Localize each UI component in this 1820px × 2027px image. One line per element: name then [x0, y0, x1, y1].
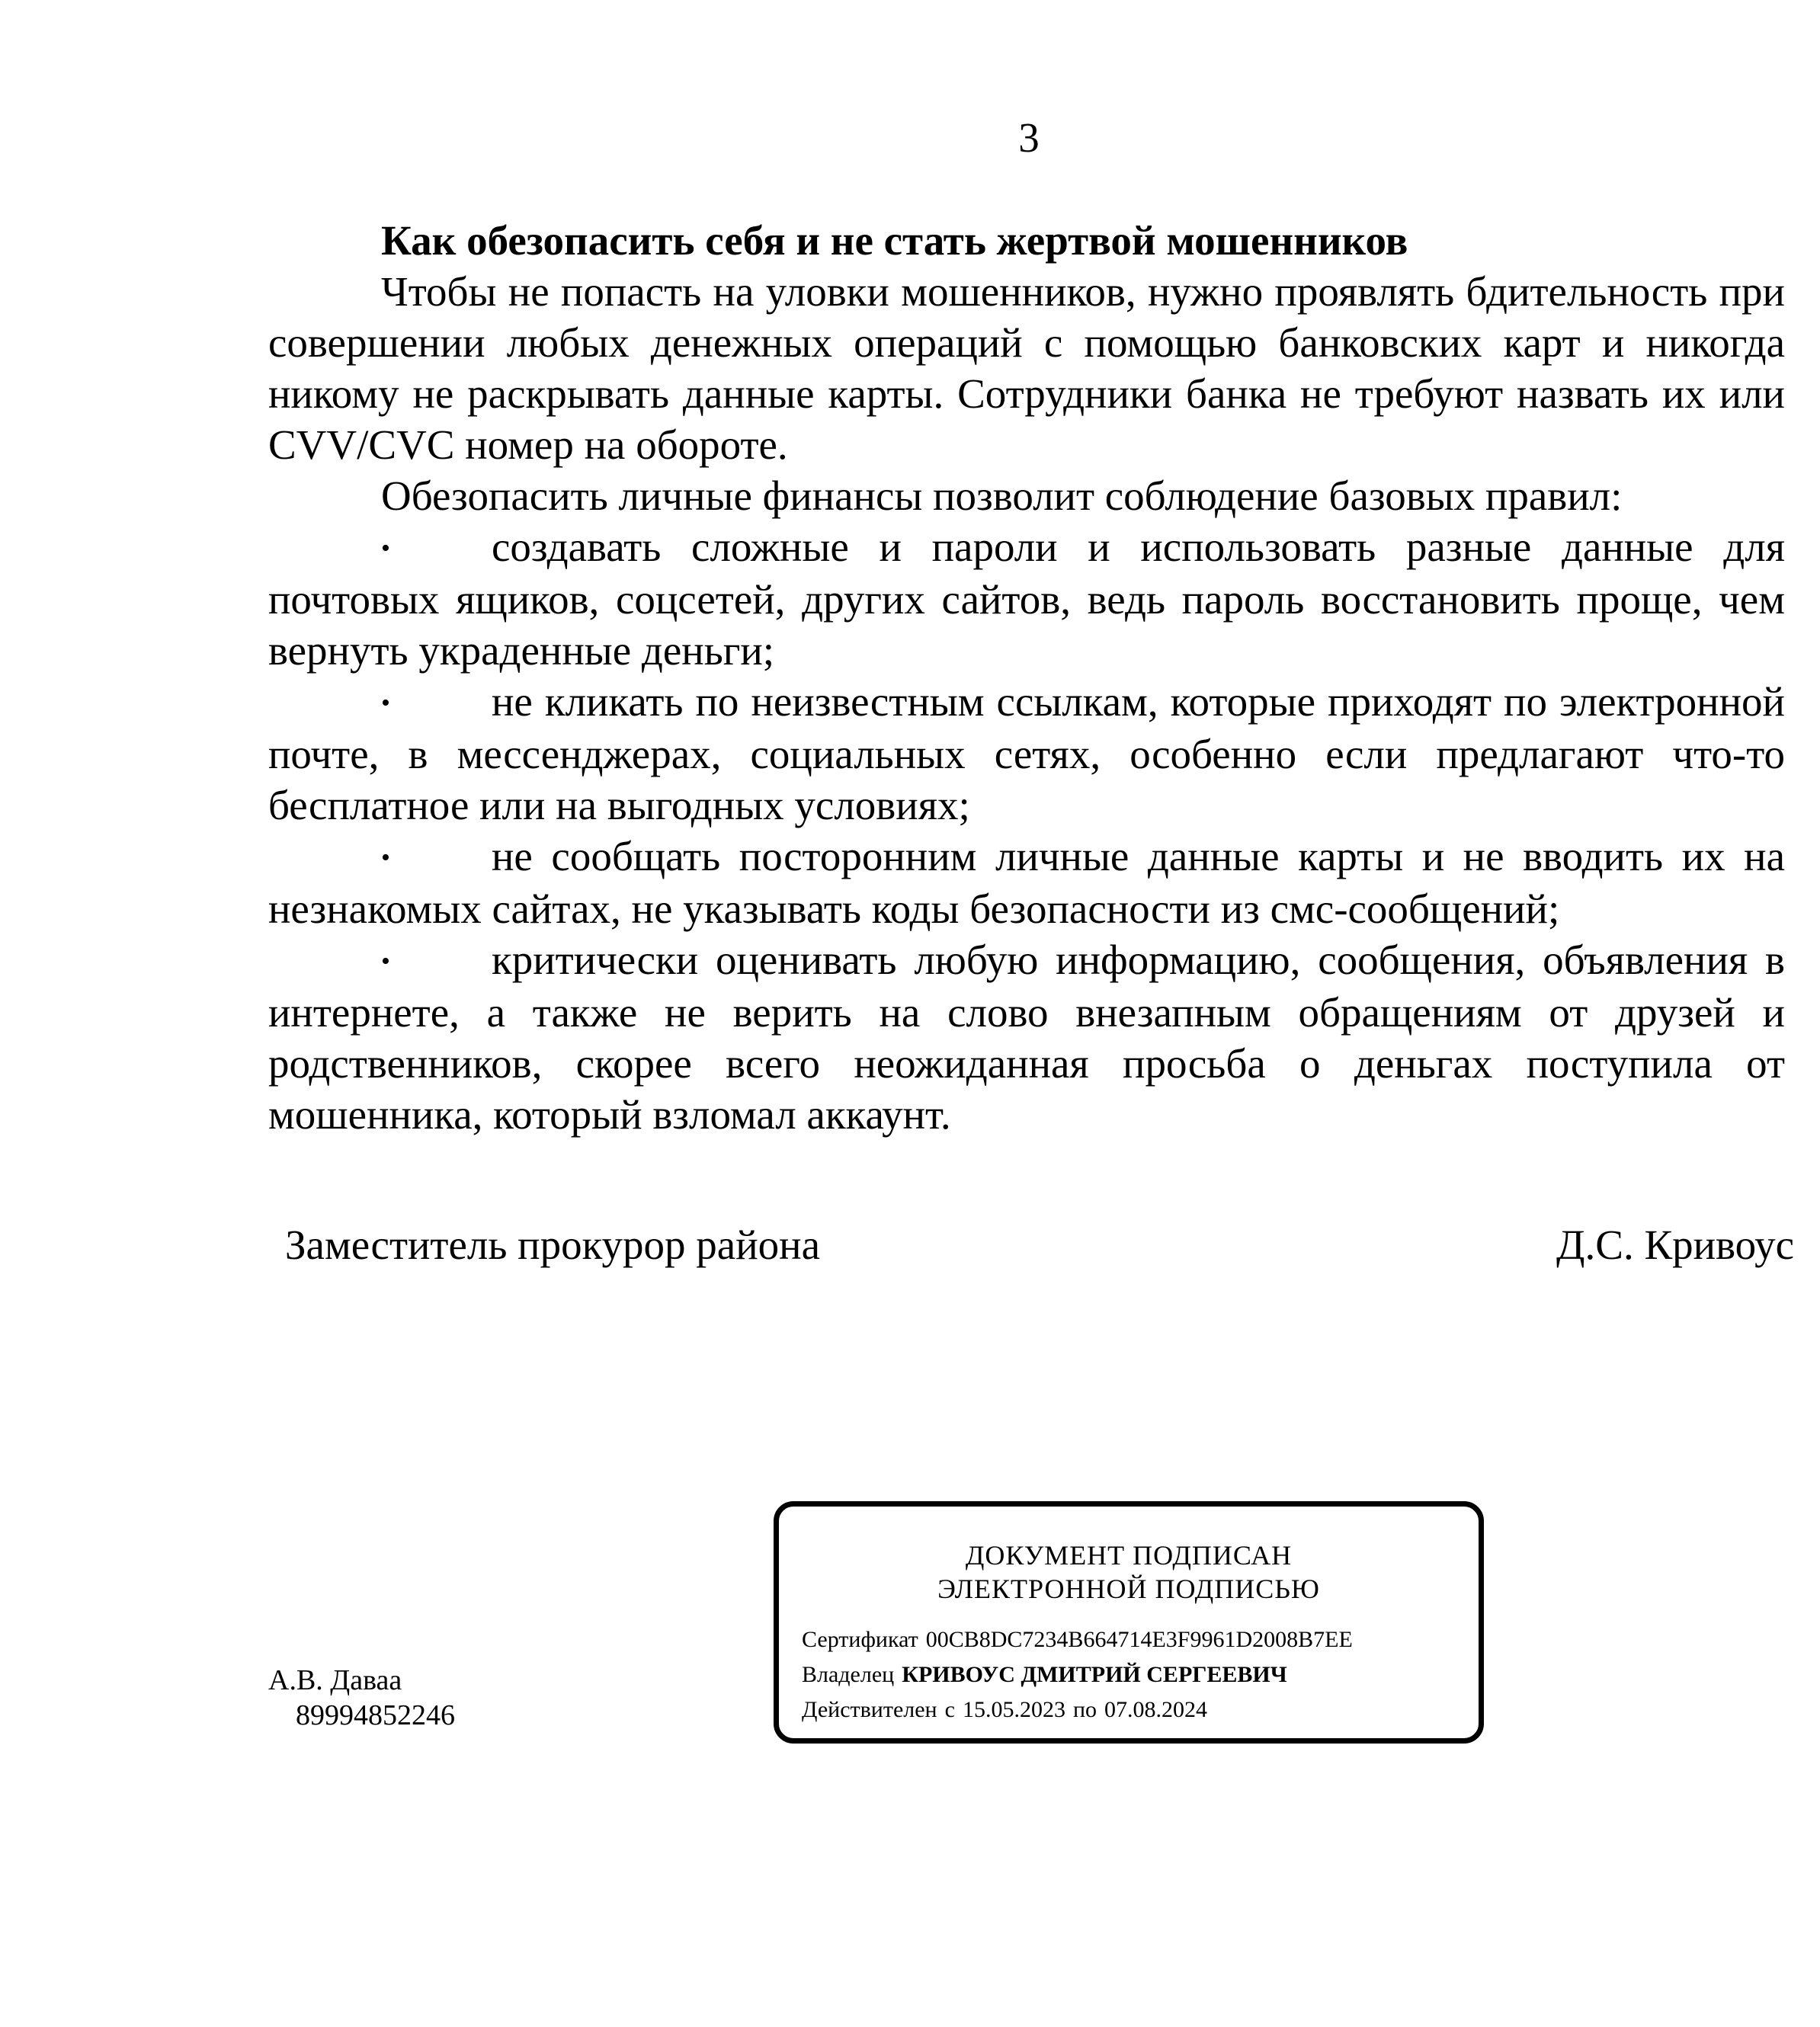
rules-intro-paragraph: Обезопасить личные финансы позволит соблюдение базовых правил:	[381, 472, 1623, 519]
rule-text: не сообщать посторонним личные данные карты и не вводить их на незнакомых сайтах, не указывать коды безопасности из смс-сообщений;	[268, 833, 1785, 932]
valid-to-date: 07.08.2024	[1104, 1697, 1208, 1722]
rule-item	[268, 676, 1785, 831]
signer-position: Заместитель прокурор района	[285, 1222, 820, 1268]
page-number: 3	[1018, 114, 1040, 161]
rule-item	[268, 934, 1785, 1140]
bullet-icon: •	[381, 844, 390, 872]
stamp-title	[779, 1539, 1479, 1606]
valid-label: Действителен	[802, 1697, 937, 1722]
rule-text: критически оценивать любую информацию, сообщения, объявления в интернете, а также не верить на слово внезапным обращениям от друзей и родственников, скорее всего неожиданная просьба о деньгах поступила от мошенника, который взломал аккаунт.	[268, 937, 1785, 1138]
valid-from-label: с	[944, 1697, 955, 1722]
executor-name: А.В. Даваа	[268, 1664, 402, 1696]
bullet-icon: •	[381, 534, 390, 562]
rule-text: не кликать по неизвестным ссылкам, которые приходят по электронной почте, в мессенджерах, социальных сетях, особенно если предлагают что-то бесплатное или на выгодных условиях;	[268, 678, 1785, 828]
stamp-title-line: ДОКУМЕНТ ПОДПИСАН	[965, 1540, 1293, 1571]
stamp-owner-row	[802, 1657, 1353, 1692]
valid-from-date: 15.05.2023	[962, 1697, 1065, 1722]
bullet-icon: •	[381, 947, 390, 975]
section-heading: Как обезопасить себя и не стать жертвой мошенников	[381, 217, 1408, 264]
bullet-icon: •	[381, 689, 390, 717]
rule-item	[268, 831, 1785, 934]
certificate-label: Сертификат	[802, 1627, 918, 1652]
intro-paragraph: Чтобы не попасть на уловки мошенников, нужно проявлять бдительность при совершении любых денежных операций с помощью банковских карт и никогда никому не раскрывать данные карты. Сотрудники банка не требуют назвать их или CVV/CVC номер на обороте.	[268, 268, 1785, 468]
electronic-signature-stamp	[774, 1501, 1484, 1744]
stamp-details	[802, 1622, 1353, 1728]
executor-phone: 89994852246	[296, 1699, 455, 1731]
stamp-title-line: ЭЛЕКТРОННОЙ ПОДПИСЬЮ	[937, 1574, 1320, 1604]
valid-to-label: по	[1072, 1697, 1097, 1722]
rule-item	[268, 521, 1785, 676]
stamp-certificate-row	[802, 1622, 1353, 1657]
stamp-validity-row	[802, 1692, 1353, 1728]
signer-name: Д.С. Кривоус	[1556, 1222, 1794, 1268]
document-body	[268, 215, 1785, 1140]
owner-value: КРИВОУС ДМИТРИЙ СЕРГЕЕВИЧ	[902, 1662, 1287, 1687]
rule-text: создавать сложные и пароли и использовать разные данные для почтовых ящиков, соцсетей, других сайтов, ведь пароль восстановить проще, чем вернуть украденные деньги;	[268, 524, 1785, 674]
owner-label: Владелец	[802, 1662, 895, 1687]
executor-block	[268, 1663, 455, 1733]
certificate-value: 00CB8DC7234B664714E3F9961D2008B7EE	[925, 1627, 1353, 1652]
